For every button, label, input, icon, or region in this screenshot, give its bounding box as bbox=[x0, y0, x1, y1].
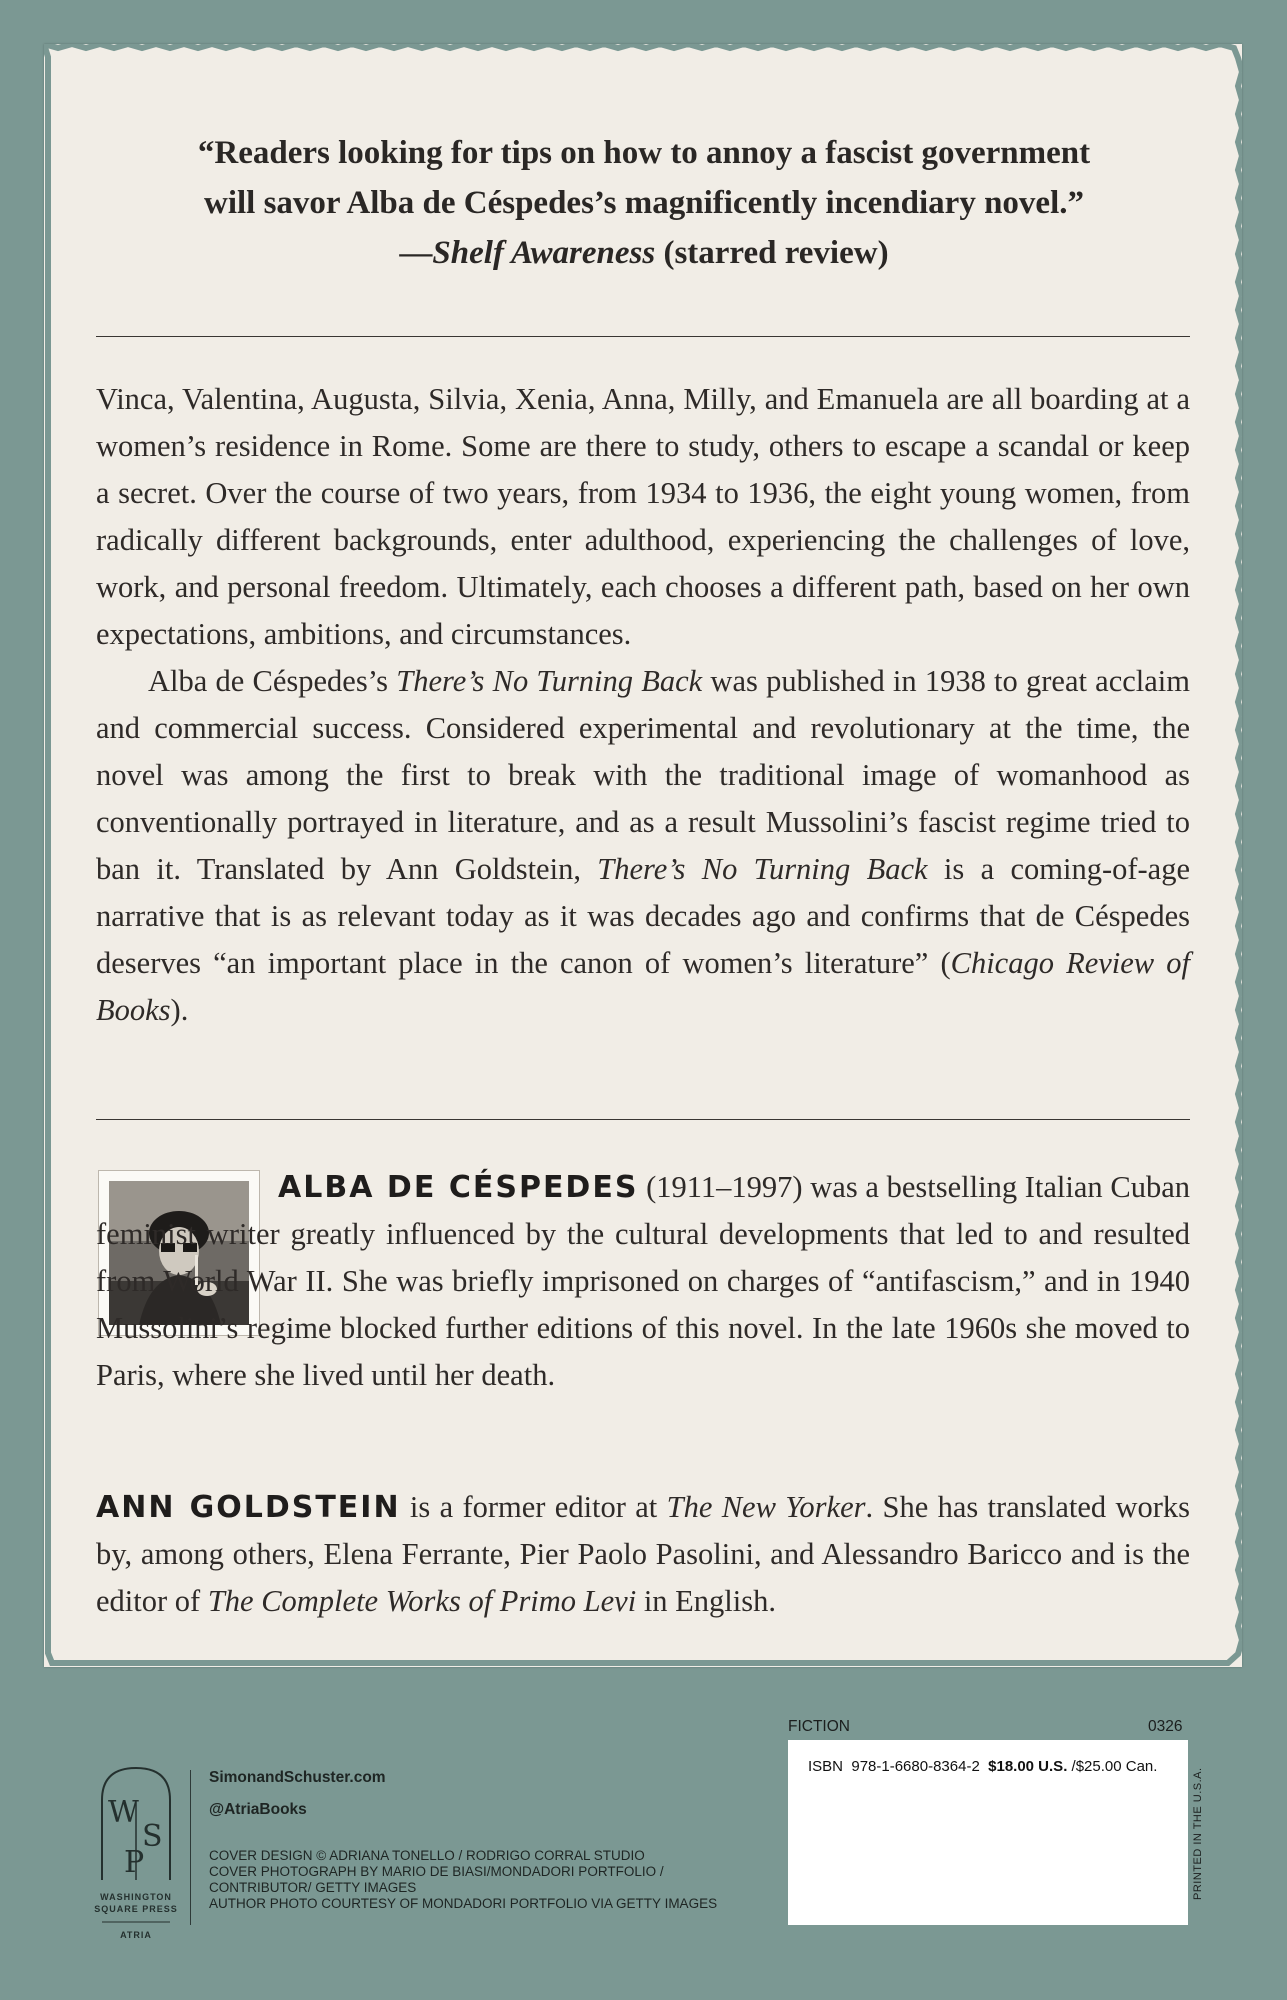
isbn-number: 978-1-6680-8364-2 bbox=[851, 1758, 980, 1775]
svg-text:SQUARE PRESS: SQUARE PRESS bbox=[94, 1904, 178, 1914]
publisher-website[interactable]: SimonandSchuster.com bbox=[209, 1769, 386, 1786]
author-bio bbox=[96, 1164, 1190, 1399]
logo-divider bbox=[190, 1770, 191, 1925]
translator-name: ANN GOLDSTEIN bbox=[96, 1490, 401, 1525]
author-bio-text: (1911–1997) was a bestselling Italian Cuban feminist writer greatly influenced by the cultural developments that led to and resulted from World War II. She was briefly imprisoned on charges of “antifascism,” and in 1940 Mussolini’s regime blocked further editions of this novel. In the late 1960s she moved to Paris, where she lived until her death. bbox=[96, 1170, 1190, 1392]
svg-text:W: W bbox=[108, 1795, 139, 1830]
publisher-logo bbox=[88, 1760, 184, 1950]
translator-bio: ANN GOLDSTEIN is a former editor at The New Yorker. She has translated works by, among others, Elena Ferrante, Pier Paolo Pasolini, and Alessandro Baricco and is the editor of The Complete Works of Primo Levi in English. bbox=[96, 1490, 1191, 1618]
divider-top bbox=[96, 336, 1190, 337]
credit-line: CONTRIBUTOR/ GETTY IMAGES bbox=[209, 1880, 417, 1895]
isbn-price-line: ISBN 978-1-6680-8364-2 $18.00 U.S. /$25.00 Can. bbox=[808, 1758, 1158, 1775]
divider-bottom bbox=[96, 1119, 1190, 1120]
printed-in-label: PRINTED IN THE U.S.A. bbox=[1192, 1767, 1204, 1900]
credit-line: AUTHOR PHOTO COURTESY OF MONDADORI PORTFOLIO VIA GETTY IMAGES bbox=[209, 1896, 718, 1911]
review-quote bbox=[194, 128, 1094, 278]
svg-text:P: P bbox=[124, 1845, 145, 1880]
price-us: $18.00 U.S. bbox=[988, 1758, 1068, 1775]
description-paragraph-1: Vinca, Valentina, Augusta, Silvia, Xenia, Anna, Milly, and Emanuela are all boarding at a women’s residence in Rome. Some are there to study, others to escape a scandal or keep a secret. Over the course of two years, from 1934 to 1936, the eight young women, from radically different backgrounds, enter adulthood, experiencing the challenges of love, work, and personal freedom. Ultimately, each chooses a different path, based on her own expectations, ambitions, and circumstances. bbox=[96, 382, 1190, 651]
quote-source: —Shelf Awareness (starred review) bbox=[399, 235, 889, 271]
washington-square-press-logo-icon bbox=[88, 1760, 184, 1950]
quote-source-name: Shelf Awareness bbox=[432, 235, 656, 271]
cover-credits bbox=[209, 1848, 717, 1912]
description-paragraph-2: Alba de Céspedes’s There’s No Turning Back was published in 1938 to great acclaim and commercial success. Considered experimental and revolutionary at the time, the novel was among the first to break with the traditional image of womanhood as conventionally portrayed in literature, and as a result Mussolini’s fascist regime tried to ban it. Translated by Ann Goldstein, There’s No Turning Back is a coming-of-age narrative that is as relevant today as it was decades ago and confirms that de Céspedes deserves “an important place in the canon of women’s literature” (Chicago Review of Books). bbox=[96, 664, 1190, 1027]
price-can: /$25.00 Can. bbox=[1071, 1758, 1158, 1775]
book-description bbox=[96, 376, 1190, 1034]
credit-line: COVER DESIGN © ADRIANA TONELLO / RODRIGO CORRAL STUDIO bbox=[209, 1848, 645, 1863]
credit-line: COVER PHOTOGRAPH BY MARIO DE BIASI/MONDADORI PORTFOLIO / bbox=[209, 1864, 664, 1879]
svg-text:WASHINGTON: WASHINGTON bbox=[100, 1892, 172, 1902]
svg-text:ATRIA: ATRIA bbox=[120, 1930, 152, 1940]
author-name: ALBA DE CÉSPEDES bbox=[278, 1170, 639, 1205]
quote-line-1: “Readers looking for tips on how to annoy a fascist government bbox=[197, 135, 1091, 171]
category-label: FICTION bbox=[788, 1718, 850, 1735]
description-card bbox=[44, 44, 1242, 1667]
barcode-box bbox=[788, 1740, 1188, 1925]
quote-line-2: will savor Alba de Céspedes’s magnificently incendiary novel.” bbox=[203, 185, 1084, 221]
publisher-social[interactable]: @AtriaBooks bbox=[209, 1801, 307, 1818]
category-code: 0326 bbox=[1148, 1718, 1183, 1735]
svg-text:S: S bbox=[142, 1819, 163, 1854]
